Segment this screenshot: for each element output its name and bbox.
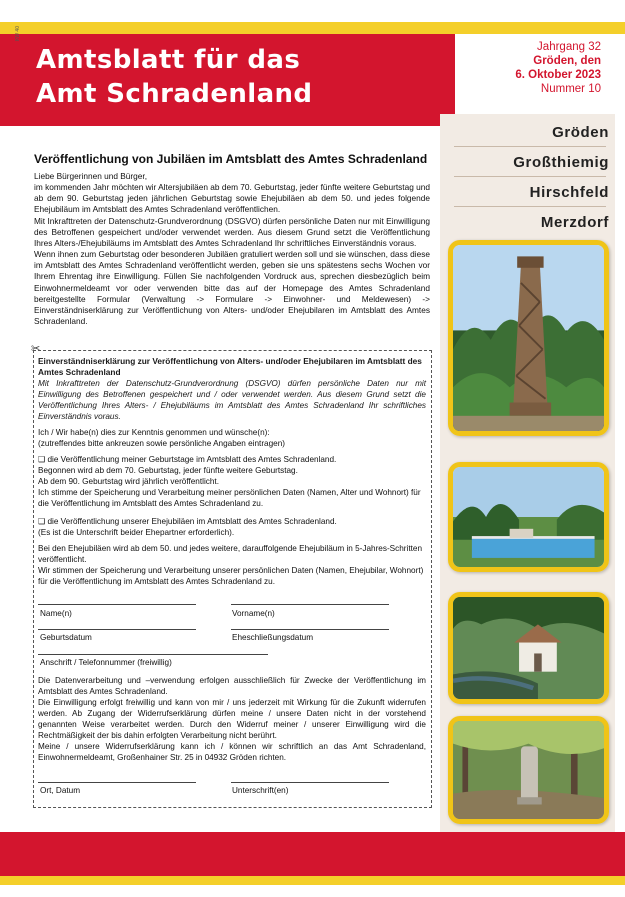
- consent-intro: [38, 427, 426, 449]
- option-wedding-label: die Veröffentlichung unserer Ehejubiläen im Amtsblatt des Amtes Schradenland.: [47, 517, 337, 526]
- name-label: Name(n): [40, 609, 72, 618]
- signature-label: Unterschrift(en): [232, 786, 289, 795]
- town-grossthiemig: Großthiemig: [513, 154, 609, 171]
- header-yellow-stripe: [0, 22, 625, 34]
- privacy-paragraph: Die Einwilligung erfolgt freiwillig und kann von mir / uns jederzeit mit Wirkung für die Zukunft widerrufen werden. Ab Zugang der Widerrufserklärung dürfen meine / unsere Daten nicht in der vorstehend genannten Weise verarbeitet werden. Durch den Widerruf meiner / unserer Einwilligung wird die Rechtmäßigkeit der bis dahin erfolgten Verarbeitung nicht berührt.: [38, 698, 426, 740]
- option-birthday-label: die Veröffentlichung meiner Geburtstage im Amtsblatt des Amtes Schradenland.: [47, 455, 337, 464]
- form-dsgvo-note: Mit Inkrafttreten der Datenschutz-Grundverordnung (DSGVO) dürfen persönliche Daten nur mit Einwilligung des Betroffenen gespeichert und / oder verwendet werden. Aus diesem Grund setzt die Veröffentlichung Ihres Alters- / Ehejubiläums im Amtsblatt des Amtes Schradenland Ihr schriftliches Einverständnis voraus.: [38, 379, 426, 421]
- option-wedding-block: [38, 516, 426, 538]
- privacy-text: [38, 675, 426, 763]
- photo-forest-memorial: [448, 716, 609, 824]
- photo-chapel: [448, 592, 609, 704]
- name-field[interactable]: [38, 604, 196, 605]
- wedding-detail: (Es ist die Unterschrift beider Ehepartner erforderlich).: [38, 528, 235, 537]
- wedding-detail: Wir stimmen der Speicherung und Verarbeitung unserer persönlichen Daten (Namen, Ehejubilar, Wohnort) für die Veröffentlichung im Amtsblatt des Amtes Schradenland zu.: [38, 566, 424, 586]
- scissors-icon: ✂: [31, 343, 41, 355]
- wedding-checkbox[interactable]: ❑: [38, 517, 46, 526]
- intro-paragraph: im kommenden Jahr möchten wir Altersjubiläen ab dem 70. Geburtstag, jeder fünfte weitere Geburtstag und ab dem 90. Geburtstag jeden jährlichen Geburtstag sowie Ehejubiläen ab dem 50. und jedes folgende Ehejubiläum im Amtsblatt des Amtes Schradenland veröffentlichen.: [34, 182, 430, 215]
- issue-info: [451, 40, 601, 96]
- birthdate-field[interactable]: [38, 629, 196, 630]
- firstname-label: Vorname(n): [232, 609, 275, 618]
- weddingdate-field[interactable]: [231, 629, 389, 630]
- firstname-field[interactable]: [231, 604, 389, 605]
- article-title: Veröffentlichung von Jubiläen im Amtsblatt des Amtes Schradenland: [34, 152, 428, 166]
- masthead-title-line-1: Amtsblatt für das: [36, 45, 301, 75]
- option-wedding: [38, 516, 426, 527]
- issue-date: 6. Oktober 2023: [515, 69, 601, 81]
- place-date-label: Ort, Datum: [40, 786, 81, 795]
- birthday-detail: Ich stimme der Speicherung und Verarbeitung meiner persönlichen Daten (Namen, Alter und Wohnort) für die Veröffentlichung im Amtsblatt des Amtes Schradenland zu.: [38, 488, 421, 508]
- footer-yellow-stripe: [0, 876, 625, 885]
- wedding-details: [38, 543, 426, 587]
- intro-paragraph: Wenn ihnen zum Geburtstag oder besonderen Jubiläen gratuliert werden soll und sie wünschen, dass diese im Amtsblatt des Amtes Schradenland veröffentlicht werden, geben sie uns spätestens sechs Wochen vor Ihrem Ehrentag ihre Einwilligung. Füllen Sie nachfolgenden Vordruck aus, sprechen diesbezüglich beim Einwohnermeldeamt vor oder verwenden bitte das auf der Homepage des Amtes Schradenland bereitgestellte Formular (Verwaltung -> Formulare -> Einwohner- und Meldewesen) -> Einverständniserklärung zur Veröffentlichung von Alters- und/oder Ehejubilaren im Amtsblatt des Amtes Schradenland.: [34, 249, 430, 327]
- side-code: KW 40: [15, 26, 21, 42]
- town-divider: [454, 206, 606, 207]
- photo-swimming-pool: [448, 462, 609, 572]
- birthday-checkbox[interactable]: ❑: [38, 455, 46, 464]
- town-divider: [454, 146, 606, 147]
- privacy-paragraph: Meine / unsere Widerrufserklärung kann ich / können wir schriftlich an das Amt Schradenland, Einwohnermeldeamt, Großenhainer Str. 25 in 04932 Gröden richten.: [38, 742, 426, 762]
- place-date-field[interactable]: [38, 782, 196, 783]
- town-hirschfeld: Hirschfeld: [529, 184, 609, 201]
- town-merzdorf: Merzdorf: [540, 214, 609, 231]
- intro-salutation: Liebe Bürgerinnen und Bürger,: [34, 171, 148, 181]
- signature-field[interactable]: [231, 782, 389, 783]
- photo-observation-tower: [448, 240, 609, 436]
- address-label: Anschrift / Telefonnummer (freiwillig): [40, 658, 172, 667]
- issue-volume: Jahrgang 32: [537, 41, 601, 53]
- footer-red-bar: [0, 832, 625, 876]
- town-groeden: Gröden: [552, 124, 609, 141]
- issue-number: Nummer 10: [540, 83, 601, 95]
- consent-intro-line: Ich / Wir habe(n) dies zur Kenntnis genommen und wünsche(n):: [38, 428, 270, 437]
- birthdate-label: Geburtsdatum: [40, 633, 92, 642]
- consent-intro-hint: (zutreffendes bitte ankreuzen sowie persönliche Angaben eintragen): [38, 439, 285, 448]
- masthead-title-line-2: Amt Schradenland: [36, 79, 313, 109]
- privacy-paragraph: Die Datenverarbeitung und –verwendung erfolgen ausschließlich für Zwecke der Veröffentlichung im Amtsblatt des Amtes Schradenland.: [38, 676, 426, 696]
- intro-paragraph: Mit Inkrafttreten der Datenschutz-Grundverordnung (DSGVO) dürfen persönliche Daten nur mit Einwilligung des Betroffenen gespeichert und/oder verwendet werden. Aus diesem Grund setzt die Veröffentlichung Ihres Alters-/Ehejubiläums im Amtsblatt des Amtes Schradenland Ihr schriftliches Einverständnis voraus.: [34, 215, 430, 248]
- birthday-detail: Begonnen wird ab dem 70. Geburtstag, jeder fünfte weitere Geburtstag.: [38, 466, 298, 475]
- form-title: Einverständniserklärung zur Veröffentlichung von Alters- und/oder Ehejubilaren im Amtsblatt des Amtes Schradenland: [38, 356, 422, 377]
- issue-place: Gröden, den: [533, 55, 601, 67]
- weddingdate-label: Eheschließungsdatum: [232, 633, 314, 642]
- article-intro: [34, 171, 430, 327]
- option-birthday-block: [38, 454, 426, 509]
- option-birthday: [38, 454, 426, 465]
- address-field[interactable]: [38, 654, 268, 655]
- birthday-detail: Ab dem 90. Geburtstag wird jährlich veröffentlicht.: [38, 477, 219, 486]
- town-divider: [454, 176, 606, 177]
- wedding-detail: Bei den Ehejubiläen wird ab dem 50. und jedes weitere, darauffolgende Ehejubiläum in 5-Jahres-Schritten veröffentlicht.: [38, 544, 422, 564]
